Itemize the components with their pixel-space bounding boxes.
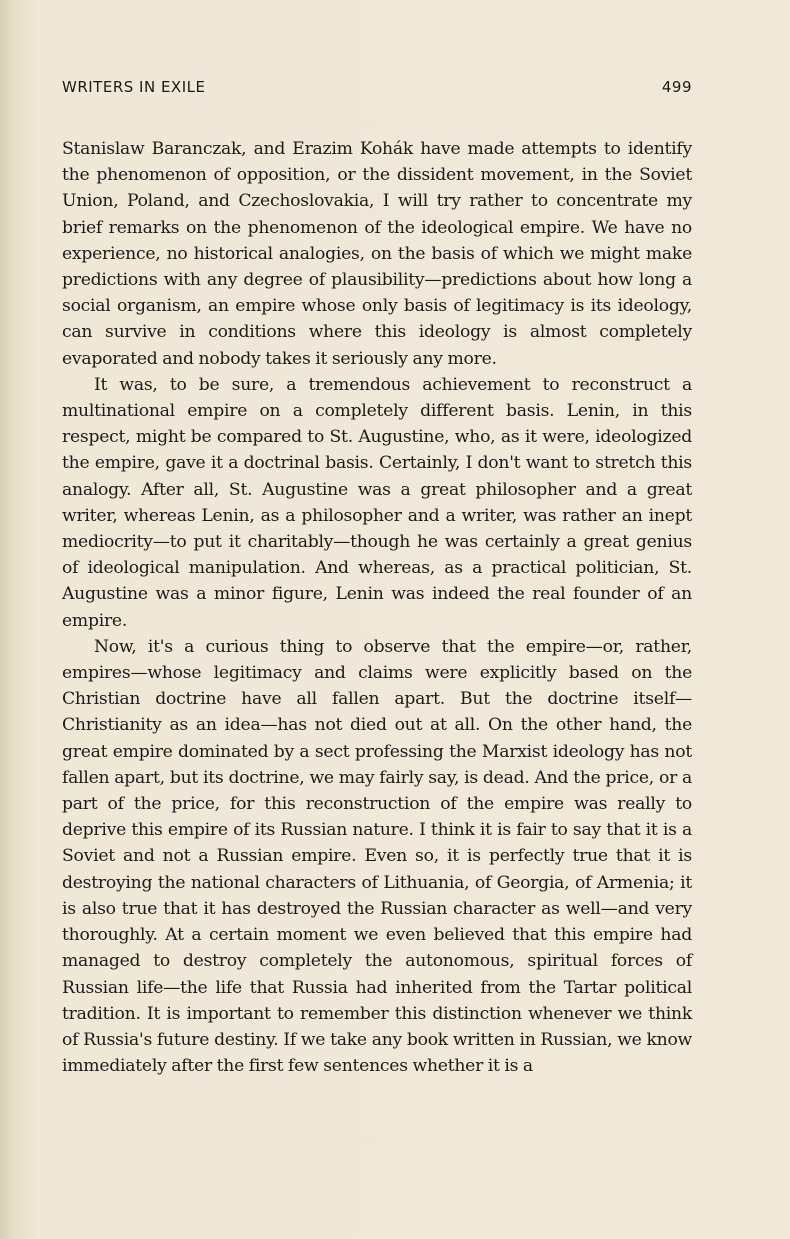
body-text	[62, 136, 692, 1079]
paragraph: Stanislaw Baranczak, and Erazim Kohák have made attempts to identify the phenomenon of opposition, or the dissident movement, in the Soviet Union, Poland, and Czechoslovakia, I will try rather to concentrate my brief remarks on the phenomenon of the ideological empire. We have no experience, no historical analogies, on the basis of which we might make predictions with any degree of plausibility—predictions about how long a social organism, an empire whose only basis of legitimacy is its ideology, can survive in conditions where this ideology is almost completely evaporated and nobody takes it seriously any more.	[62, 139, 692, 369]
paragraph: Now, it's a curious thing to observe that the empire—or, rather, empires—whose legitimacy and claims were explicitly based on the Christian doctrine have all fallen apart. But the doctrine itself—Christianity as an idea—has not died out at all. On the other hand, the great empire dominated by a sect professing the Marxist ideology has not fallen apart, but its doctrine, we may fairly say, is dead. And the price, or a part of the price, for this reconstruction of the empire was really to deprive this empire of its Russian nature. I think it is fair to say that it is a Soviet and not a Russian empire. Even so, it is perfectly true that it is destroying the national characters of Lithuania, of Georgia, of Armenia; it is also true that it has destroyed the Russian character as well—and very thoroughly. At a certain moment we even believed that this empire had managed to destroy completely the autonomous, spiritual forces of Russian life—the life that Russia had inherited from the Tartar political tradition. It is important to remember this distinction whenever we think of Russia's future destiny. If we take any book written in Russian, we know immediately after the first few sentences whether it is a	[62, 636, 692, 1077]
running-head: WRITERS IN EXILE	[62, 78, 206, 96]
page-header	[62, 78, 692, 104]
paragraph: It was, to be sure, a tremendous achievement to reconstruct a multinational empire on a completely different basis. Lenin, in this respect, might be compared to St. Augustine, who, as it were, ideologized the empire, gave it a doctrinal basis. Certainly, I don't want to stretch this analogy. After all, St. Augustine was a great philosopher and a great writer, whereas Lenin, as a philosopher and a writer, was rather an inept mediocrity—to put it charitably—though he was certainly a great genius of ideological manipulation. And whereas, as a practical politician, St. Augustine was a minor figure, Lenin was indeed the real founder of an empire.	[62, 374, 692, 631]
page-number: 499	[661, 78, 692, 96]
